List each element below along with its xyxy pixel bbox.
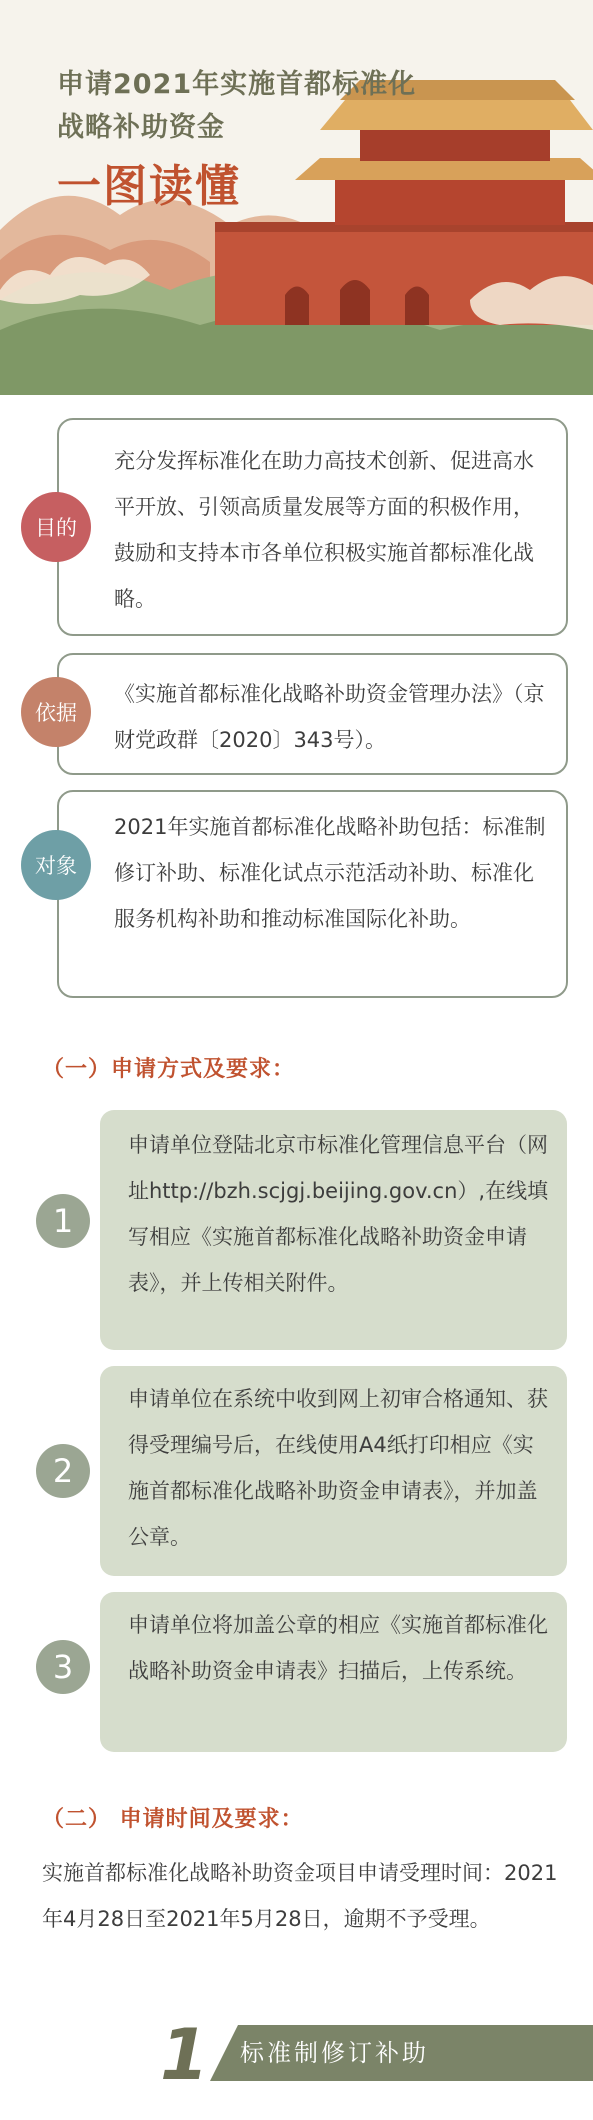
step-1-text: 申请单位登陆北京市标准化管理信息平台（网址http://bzh.scjgj.beijing.gov.cn）,在线填写相应《实施首都标准化战略补助资金申请表》，并上传相关附件。 [128, 1133, 549, 1295]
banner-number: 1 [160, 2014, 209, 2096]
application-time-text: 实施首都标准化战略补助资金项目申请受理时间：2021年4月28日至2021年5月28日，逾期不予受理。 [42, 1861, 558, 1931]
section2-title: （二） 申请时间及要求： [42, 1807, 304, 1832]
basis-badge: 依据 [21, 677, 91, 747]
purpose-box [57, 418, 568, 636]
hero-banner [0, 0, 593, 395]
step-2-number: 2 [36, 1444, 90, 1498]
target-text: 2021年实施首都标准化战略补助包括：标准制修订补助、标准化试点示范活动补助、标准化服务机构补助和推动标准国际化补助。 [114, 815, 546, 931]
purpose-badge: 目的 [21, 492, 91, 562]
step-1-box [100, 1110, 567, 1350]
hero-title-line2: 战略补助资金 [57, 112, 225, 143]
step-3-box [100, 1592, 567, 1752]
section1-title: （一）申请方式及要求： [42, 1057, 296, 1082]
basis-box [57, 653, 568, 775]
step-1-number: 1 [36, 1194, 90, 1248]
basis-text: 《实施首都标准化战略补助资金管理办法》（京财党政群〔2020〕343号）。 [114, 682, 545, 752]
hero-title-line1: 申请2021年实施首都标准化 [57, 69, 417, 100]
banner-label: 标准制修订补助 [240, 2039, 429, 2067]
target-badge: 对象 [21, 830, 91, 900]
target-box [57, 790, 568, 998]
step-3-number: 3 [36, 1640, 90, 1694]
step-2-text: 申请单位在系统中收到网上初审合格通知、获得受理编号后，在线使用A4纸打印相应《实施首都标准化战略补助资金申请表》，并加盖公章。 [128, 1387, 548, 1549]
step-2-box [100, 1366, 567, 1576]
purpose-text: 充分发挥标准化在助力高技术创新、促进高水平开放、引领高质量发展等方面的积极作用，鼓励和支持本市各单位积极实施首都标准化战略。 [114, 449, 534, 611]
step-3-text: 申请单位将加盖公章的相应《实施首都标准化战略补助资金申请表》扫描后，上传系统。 [128, 1613, 548, 1683]
hero-title-line3: 一图读懂 [57, 161, 241, 212]
